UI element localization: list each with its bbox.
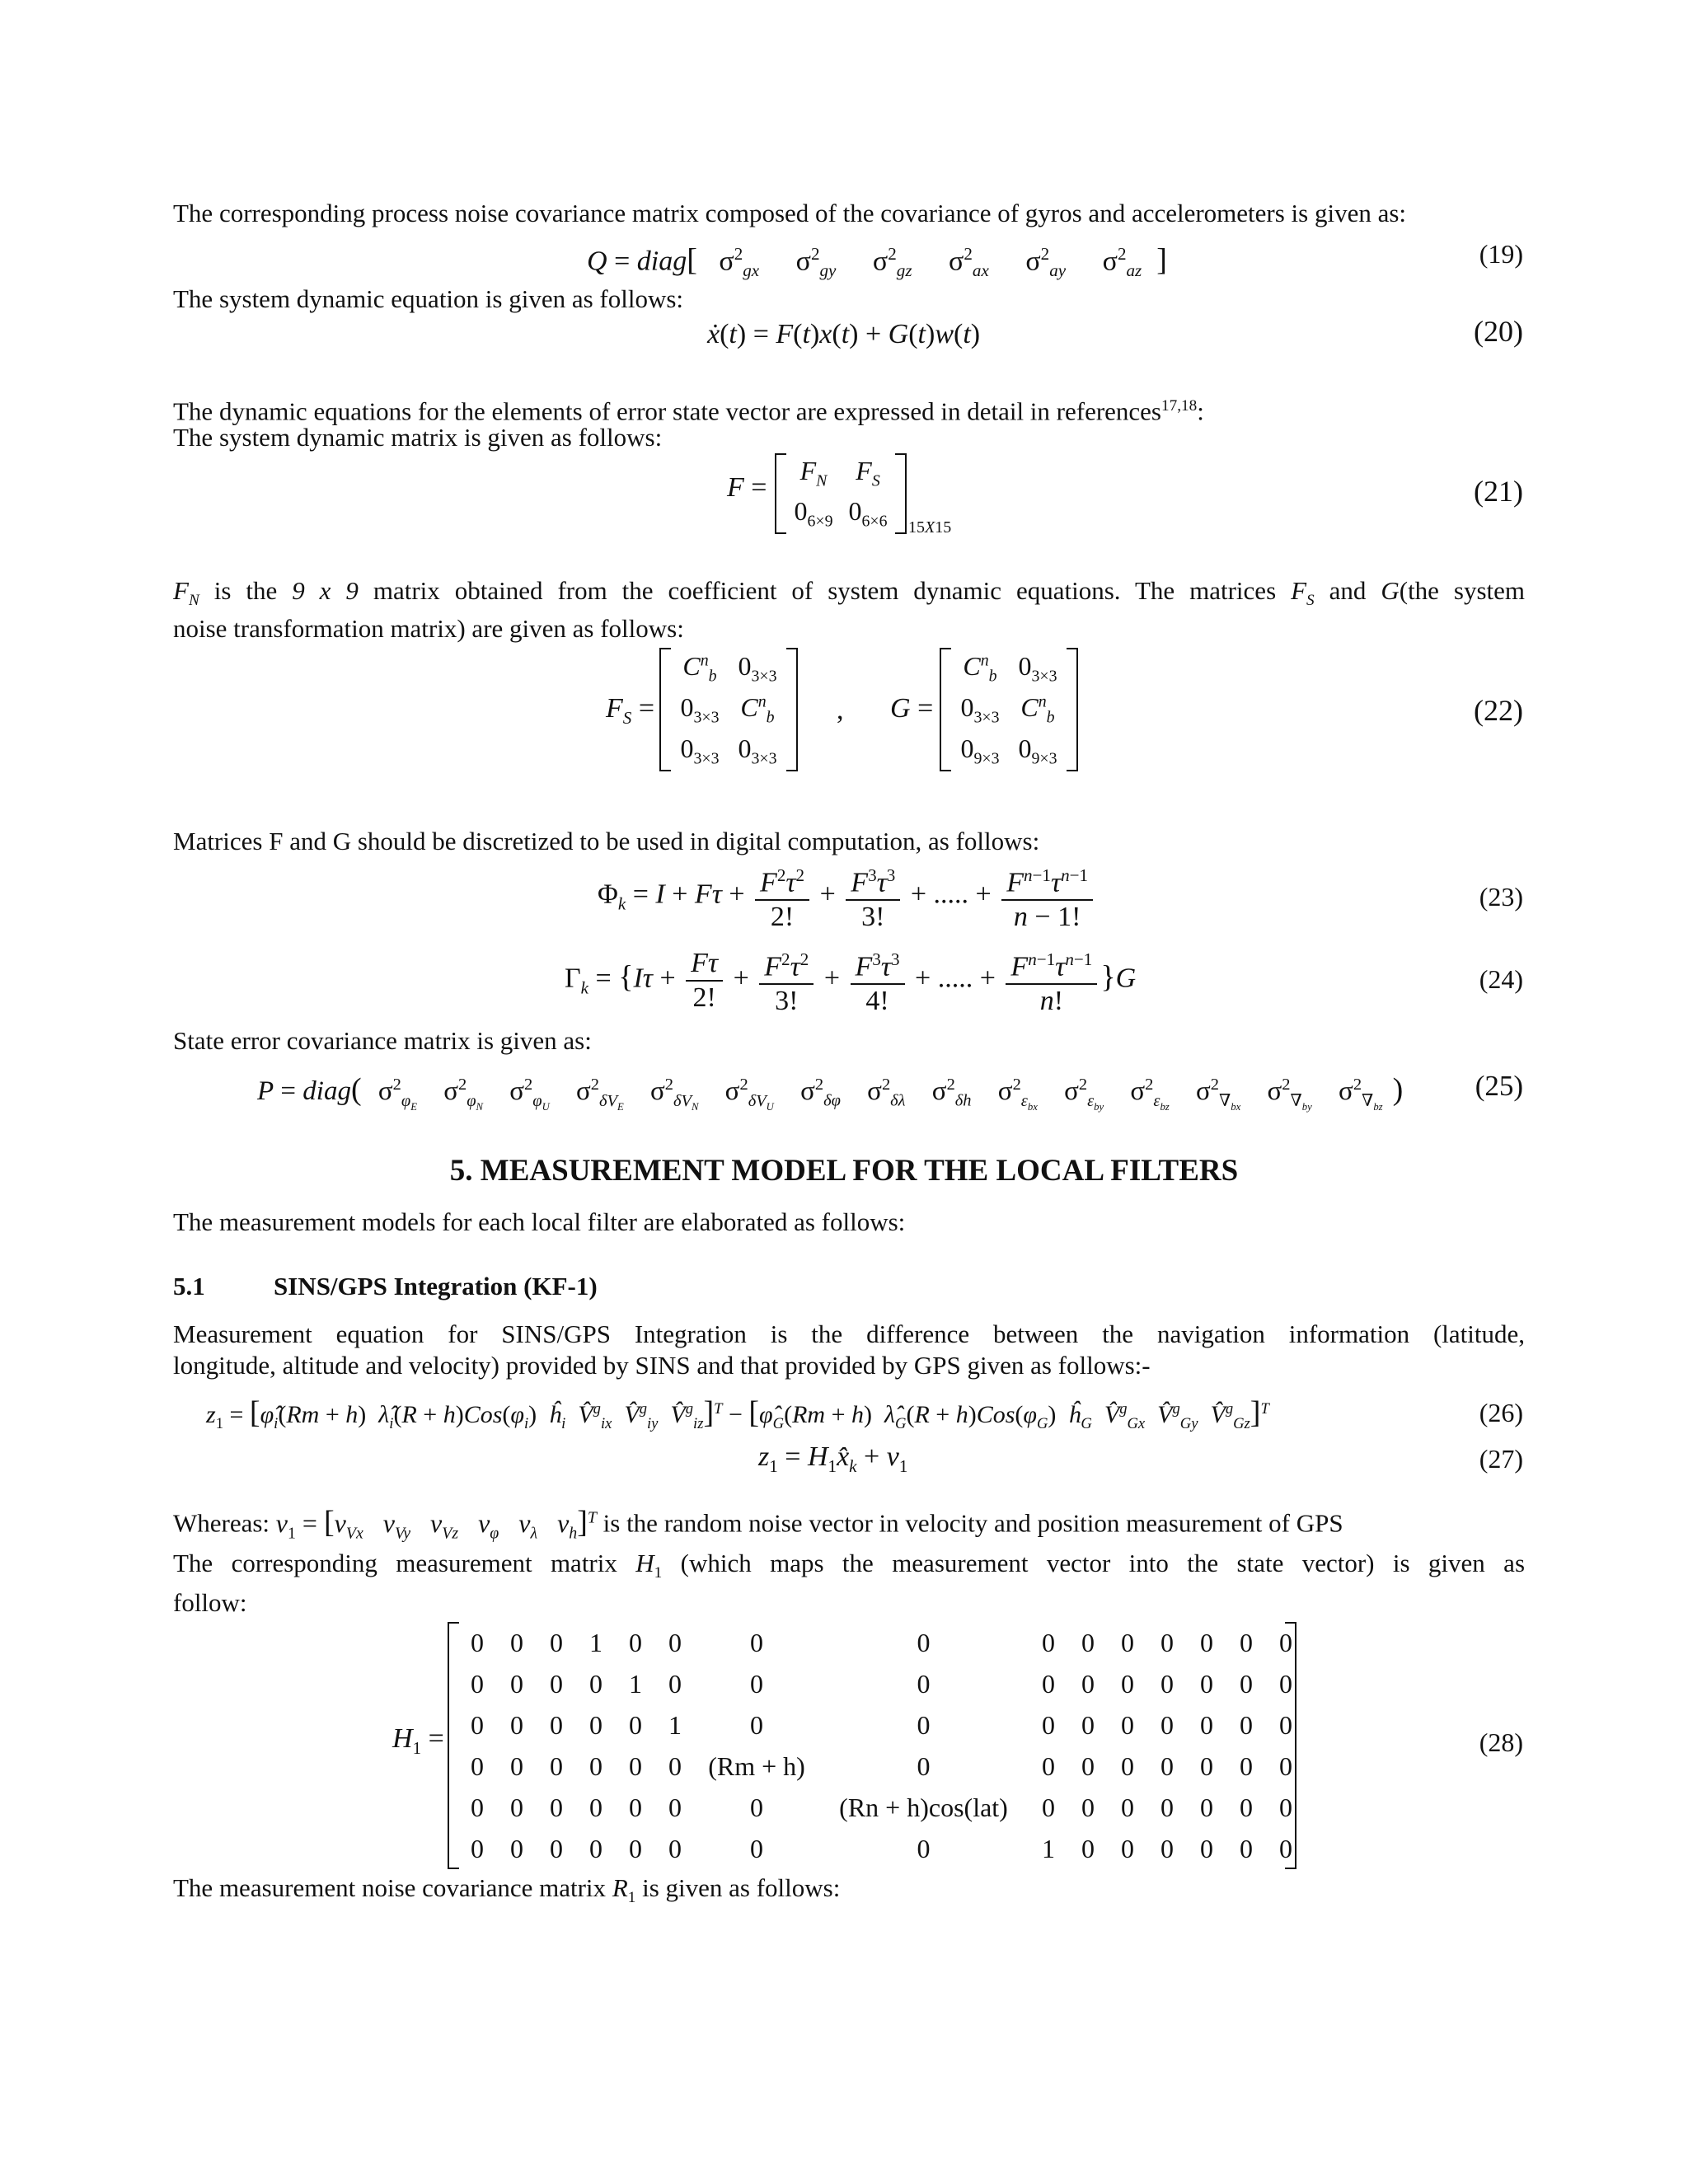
matrix-cell: 0: [589, 1750, 603, 1781]
paragraph-state-error: State error covariance matrix is given as:: [173, 1026, 592, 1055]
matrix-cell: 1: [668, 1709, 682, 1740]
text-dims: 9 x 9: [292, 576, 359, 605]
matrix-H1-grid: [448, 1622, 1296, 1869]
paragraph-discretized: Matrices F and G should be discretized to be used in digital computation, as follows:: [173, 827, 1040, 855]
matrix-F: $F_N$ $F_S$ $0_{6\times 9}$ $0_{6\times 6}$: [775, 453, 907, 534]
matrix-cell: 0: [917, 1833, 931, 1863]
comma: ,: [837, 695, 844, 725]
matrix-cell: 0: [668, 1833, 682, 1863]
matrix-cell: 0: [589, 1668, 603, 1699]
citation-ref: 17,18: [1161, 397, 1198, 415]
text-is-the: is the: [213, 576, 278, 605]
matrix-cell: 0: [1200, 1750, 1213, 1781]
matrix-cell: 0: [510, 1750, 523, 1781]
equation-number-24: (24): [1479, 964, 1523, 994]
equation-25: P = diag( $\sigma^2_{\varphi_E}$ $\sigma^2_{\varphi_N}$ $\sigma^2_{\varphi_U}$ $\sigma^2_{\delta V_E}$ $\sigma^2_{\delta V_N}$ $\sigma^2_{\delta V_U}$ $\sigma^2_{\delta\varphi}$ $\sigma^2_{\delta\lambda}$ $\sigma^2_{\delta h}$ $\sigma^2_{\varepsilon_{bx}}$ $\sigma^2_{\varepsilon_{by}}$ $\sigma^2_{\varepsilon_{bz}}$ $\sigma^2_{\nabla_{bx}}$ $\sigma^2_{\nabla_{by}}$ $\sigma^2_{\nabla_{bz}}$ ): [257, 1072, 1404, 1113]
matrix-cell: 0: [629, 1792, 642, 1822]
text-colon: :: [1197, 396, 1204, 426]
matrix-cell: 0: [917, 1750, 931, 1781]
equation-number-26: (26): [1479, 1398, 1523, 1427]
matrix-cell: 0: [1160, 1792, 1174, 1822]
matrix-cell: 0: [1279, 1750, 1292, 1781]
matrix-cell: 0: [1042, 1627, 1055, 1657]
text-the-system: (the system: [1399, 576, 1526, 605]
matrix-G: $C^n_b$ $0_{3\times 3}$ $0_{3\times 3}$ $C^n_b$ $0_{9\times 3}$ $0_{9\times 3}$: [940, 648, 1078, 771]
matrix-cell: 0: [1121, 1627, 1134, 1657]
matrix-cell: 0: [629, 1833, 642, 1863]
matrix-cell: 0: [750, 1792, 763, 1822]
matrix-cell: 0: [1200, 1833, 1213, 1863]
equation-22-g-lhs: G =: [890, 693, 934, 724]
subsection-title: SINS/GPS Integration (KF-1): [274, 1272, 598, 1301]
matrix-cell: 0: [1200, 1709, 1213, 1740]
matrix-cell: 0: [668, 1627, 682, 1657]
matrix-cell: 0: [510, 1833, 523, 1863]
matrix-cell: 0: [917, 1627, 931, 1657]
text-and: and: [1329, 576, 1367, 605]
paragraph-measurement-equation-1: Measurement equation for SINS/GPS Integration is the difference between the navigation information (latitude,: [173, 1319, 1525, 1348]
matrix-cell: 0: [1081, 1750, 1095, 1781]
matrix-cell: 0: [629, 1750, 642, 1781]
equation-21-lhs: F =: [727, 472, 767, 503]
equation-26: $z_1$ = [$\varphî_i(Rm + h)$ $\lambdâ_i(R + h)Cos(\varphi_i)$ $ĥ_i$ V̂$^g_{ix}$ V̂$^g_{iy}$ V̂$^g_{iz}$]$^T$ − [$\varphî_G(Rm + h)$ $\lambdâ_G(R + h)Cos(\varphi_G)$ $ĥ_G$ V̂$^g_{Gx}$ V̂$^g_{Gy}$ V̂$^g_{Gz}$]$^T$: [206, 1395, 1269, 1432]
matrix-cell: 0: [471, 1792, 484, 1822]
matrix-cell: 0: [1081, 1792, 1095, 1822]
matrix-cell: 1: [1042, 1833, 1055, 1863]
matrix-cell: 0: [1240, 1709, 1253, 1740]
subsection-number: 5.1: [173, 1272, 205, 1301]
paragraph-measurement-equation-2: longitude, altitude and velocity) provided by SINS and that provided by GPS given as follows:-: [173, 1351, 1151, 1380]
matrix-cell: 0: [589, 1833, 603, 1863]
paragraph-dynamic-matrix: The system dynamic matrix is given as follows:: [173, 423, 663, 452]
equation-number-20: (20): [1474, 315, 1523, 348]
matrix-cell: 0: [1042, 1668, 1055, 1699]
section-heading: 5. MEASUREMENT MODEL FOR THE LOCAL FILTERS: [449, 1154, 1239, 1188]
matrix-cell: 0: [471, 1750, 484, 1781]
matrix-cell: (Rn + h)cos(lat): [839, 1792, 1008, 1822]
matrix-cell: (Rm + h): [708, 1750, 805, 1781]
matrix-F-dims: 15X15: [908, 518, 952, 537]
matrix-cell: 0: [750, 1627, 763, 1657]
paragraph-noise-covariance: The measurement noise covariance matrix $R_1$ is given as follows:: [173, 1873, 841, 1907]
matrix-cell: 0: [550, 1709, 563, 1740]
matrix-cell: 0: [1081, 1668, 1095, 1699]
matrix-cell: 0: [1160, 1668, 1174, 1699]
matrix-cell: 0: [629, 1627, 642, 1657]
matrix-cell: 0: [1200, 1668, 1213, 1699]
matrix-cell: 0: [550, 1833, 563, 1863]
matrix-cell: 0: [1042, 1792, 1055, 1822]
matrix-cell: 0: [1240, 1792, 1253, 1822]
matrix-cell: 0: [1121, 1833, 1134, 1863]
matrix-cell: 0: [1121, 1668, 1134, 1699]
matrix-FS: $C^n_b$ $0_{3\times 3}$ $0_{3\times 3}$ $C^n_b$ $0_{3\times 3}$ $0_{3\times 3}$: [659, 648, 798, 771]
matrix-cell: 0: [1279, 1627, 1292, 1657]
matrix-cell: 0: [550, 1750, 563, 1781]
matrix-cell: 0: [1240, 1668, 1253, 1699]
matrix-cell: 0: [510, 1792, 523, 1822]
matrix-cell: 0: [1160, 1709, 1174, 1740]
matrix-cell: 0: [471, 1833, 484, 1863]
text-matrix-obtained: matrix obtained from the coefficient of system dynamic equations. The matrices: [373, 576, 1277, 605]
paragraph-fn-matrix: $F_N$ is the 9 x 9 matrix obtained from the coefficient of system dynamic equations. The matrices $F_S$ and G(the system: [173, 576, 1526, 610]
matrix-cell: 0: [1279, 1709, 1292, 1740]
matrix-cell: 0: [550, 1792, 563, 1822]
matrix-cell: 0: [1121, 1792, 1134, 1822]
equation-20: ẋ(t) = F(t)x(t) + G(t)w(t): [707, 319, 981, 349]
matrix-cell: 0: [629, 1709, 642, 1740]
equation-23: $\Phi_k = I + F\tau$ + $\frac{F^2\tau^2}{2!}$ + $\frac{F^3\tau^3}{3!}$ + ..... + $\frac{F^{n-1}\tau^{n-1}}{n - 1!}$: [598, 860, 1096, 935]
equation-number-27: (27): [1479, 1444, 1523, 1474]
paragraph-noise-transformation: noise transformation matrix) are given as follows:: [173, 614, 684, 643]
matrix-cell: 0: [668, 1750, 682, 1781]
matrix-cell: 0: [589, 1709, 603, 1740]
text-measurement-noise: The measurement noise covariance matrix: [173, 1873, 607, 1902]
matrix-cell: 1: [629, 1668, 642, 1699]
matrix-cell: 0: [589, 1792, 603, 1822]
text-whereas: Whereas:: [173, 1508, 270, 1538]
equation-19: Q = diag[ $\sigma^2_{gx}$ $\sigma^2_{gy}$ $\sigma^2_{gz}$ $\sigma^2_{ax}$ $\sigma^2_{ay}$ $\sigma^2_{az}$ ]: [587, 242, 1167, 281]
equation-22-fs-lhs: $F_S$ =: [606, 693, 655, 728]
matrix-cell: 0: [1042, 1750, 1055, 1781]
equation-number-21: (21): [1474, 475, 1523, 508]
text-which-maps: (which maps the measurement vector into the state vector) is given as: [680, 1549, 1526, 1577]
equation-27: $z_1$ = $H_1x̂_k + v_1$: [758, 1441, 908, 1476]
matrix-cell: 0: [917, 1668, 931, 1699]
matrix-cell: 0: [550, 1627, 563, 1657]
matrix-cell: 0: [1160, 1627, 1174, 1657]
matrix-cell: 0: [550, 1668, 563, 1699]
paragraph-process-noise: The corresponding process noise covariance matrix composed of the covariance of gyros and accelerometers is given as:: [173, 199, 1407, 227]
matrix-cell: 0: [1279, 1833, 1292, 1863]
matrix-cell: 0: [750, 1668, 763, 1699]
equation-24: $\Gamma_k = \{I\tau$ + $\frac{F\tau}{2!}$ + $\frac{F^2\tau^2}{3!}$ + $\frac{F^3\tau^3}{4!}$ + ..... + $\frac{F^{n-1}\tau^{n-1}}{n!}$ }G: [565, 944, 1136, 1019]
matrix-cell: 0: [1160, 1750, 1174, 1781]
matrix-H1: [448, 1622, 1296, 1869]
matrix-cell: 0: [1042, 1709, 1055, 1740]
matrix-cell: 0: [1200, 1627, 1213, 1657]
matrix-cell: 0: [1240, 1750, 1253, 1781]
matrix-cell: 0: [1279, 1668, 1292, 1699]
matrix-cell: 0: [1240, 1627, 1253, 1657]
matrix-cell: 0: [1081, 1833, 1095, 1863]
text-corresponding: The corresponding measurement matrix: [173, 1549, 617, 1577]
paragraph-follow: follow:: [173, 1588, 247, 1617]
matrix-cell: 0: [1240, 1833, 1253, 1863]
matrix-cell: 0: [1121, 1750, 1134, 1781]
equation-number-28: (28): [1479, 1727, 1523, 1757]
matrix-cell: 0: [471, 1627, 484, 1657]
matrix-cell: 0: [1121, 1709, 1134, 1740]
matrix-cell: 0: [471, 1668, 484, 1699]
matrix-cell: 0: [471, 1709, 484, 1740]
paragraph-whereas: Whereas: $v_1 = [v_{Vx}$ $v_{Vy}$ $v_{Vz}$ $v_\varphi$ $v_\lambda$ $v_h]^T$ is the random noise vector in velocity and position measurement of GPS: [173, 1504, 1343, 1543]
matrix-cell: 0: [1160, 1833, 1174, 1863]
matrix-cell: 0: [750, 1709, 763, 1740]
matrix-cell: 0: [1081, 1709, 1095, 1740]
text-dynamic-equations: The dynamic equations for the elements of error state vector are expressed in detail in references: [173, 396, 1161, 426]
paragraph-measurement-matrix: The corresponding measurement matrix $H_1$ (which maps the measurement vector into the state vector) is given as: [173, 1549, 1526, 1582]
matrix-cell: 0: [668, 1792, 682, 1822]
matrix-cell: 0: [1279, 1792, 1292, 1822]
equation-28-lhs: $H_1$ =: [392, 1723, 444, 1758]
matrix-cell: 0: [510, 1627, 523, 1657]
matrix-cell: 0: [510, 1709, 523, 1740]
text-random-noise: is the random noise vector in velocity and position measurement of GPS: [603, 1508, 1343, 1538]
paragraph-system-dynamic: The system dynamic equation is given as follows:: [173, 284, 684, 313]
equation-number-23: (23): [1479, 882, 1523, 912]
matrix-cell: 0: [510, 1668, 523, 1699]
matrix-cell: 0: [1081, 1627, 1095, 1657]
matrix-cell: 1: [589, 1627, 603, 1657]
matrix-cell: 0: [1200, 1792, 1213, 1822]
matrix-cell: 0: [668, 1668, 682, 1699]
matrix-cell: 0: [750, 1833, 763, 1863]
equation-number-22: (22): [1474, 694, 1523, 727]
equation-number-25: (25): [1475, 1070, 1523, 1102]
text-given-as-follows: is given as follows:: [642, 1873, 841, 1902]
paragraph-measurement-models: The measurement models for each local filter are elaborated as follows:: [173, 1207, 906, 1236]
equation-number-19: (19): [1479, 239, 1523, 269]
matrix-cell: 0: [917, 1709, 931, 1740]
